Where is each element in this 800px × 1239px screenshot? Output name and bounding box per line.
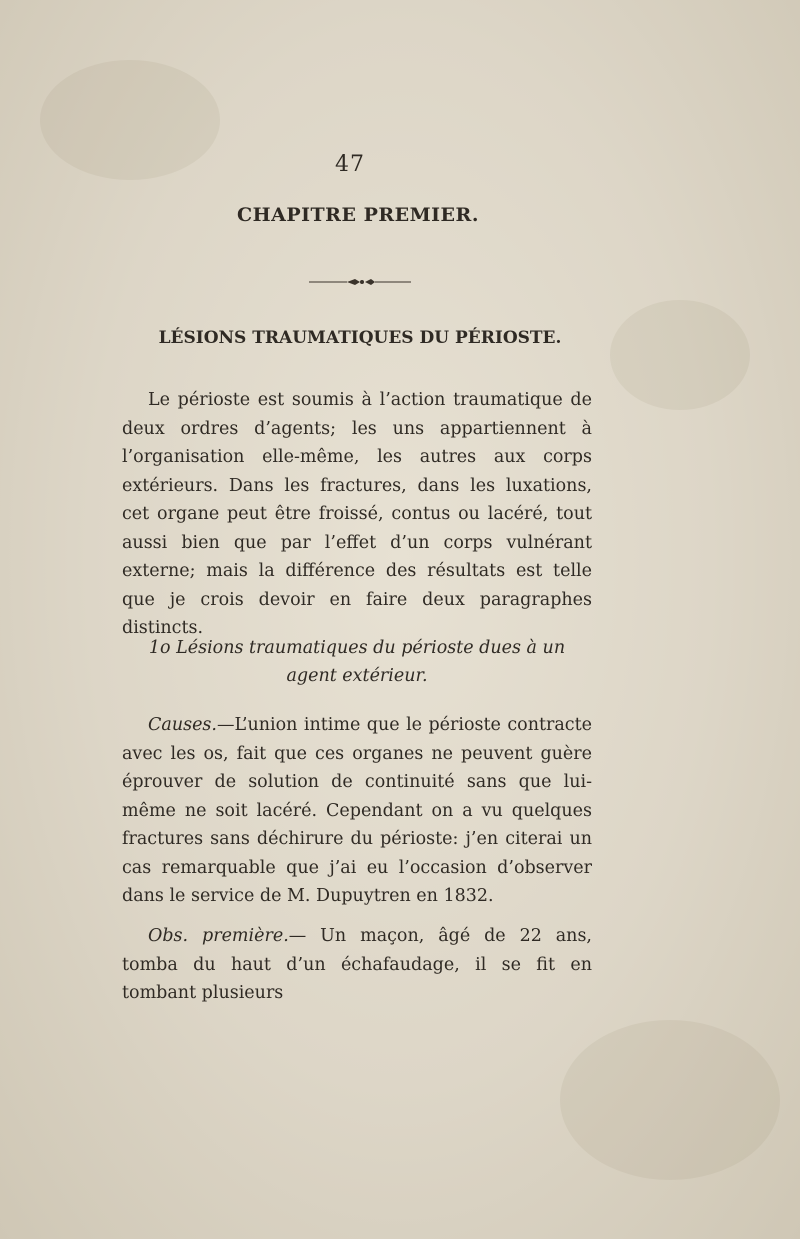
paragraph-intro: Le périoste est soumis à l’action traumatique de deux ordres d’agents; les uns appartiennent à l’organisation elle-même, les autres aux corps extérieurs. Dans les fractures, dans les luxations, cet organe peut être froissé, contus ou lacéré, tout aussi bien que par l’effet d’un corps vulnérant externe; mais la différence des résultats est telle que je crois devoir en faire deux paragraphes distincts. (122, 390, 592, 638)
paper-stain (610, 300, 750, 410)
causes-label: Causes. (148, 715, 217, 735)
observation-label: Obs. première. (148, 926, 289, 946)
section-title: LÉSIONS TRAUMATIQUES DU PÉRIOSTE. (158, 328, 562, 348)
subsection-heading: 1o Lésions traumatiques du périoste dues à un agent extérieur. (148, 638, 566, 686)
chapter-title: CHAPITRE PREMIER. (237, 204, 479, 226)
page-number: 47 (335, 152, 365, 177)
observation-text: — Un maçon, âgé de 22 ans, tomba du haut d’un échafaudage, il se fit en tombant plusieurs (122, 926, 592, 1003)
paragraph-observation (122, 922, 592, 1008)
paper-stain (560, 1020, 780, 1180)
paragraph-causes (122, 711, 592, 911)
ornament-rule-icon (305, 276, 415, 288)
causes-text: —L’union intime que le périoste contracte avec les os, fait que ces organes ne peuvent guère éprouver de solution de continuité sans que lui-même ne soit lacéré. Cependant on a vu quelques fractures sans déchirure du périoste: j’en citerai un cas remarquable que j’ai eu l’occasion d’observer dans le service de M. Dupuytren en 1832. (122, 715, 592, 906)
